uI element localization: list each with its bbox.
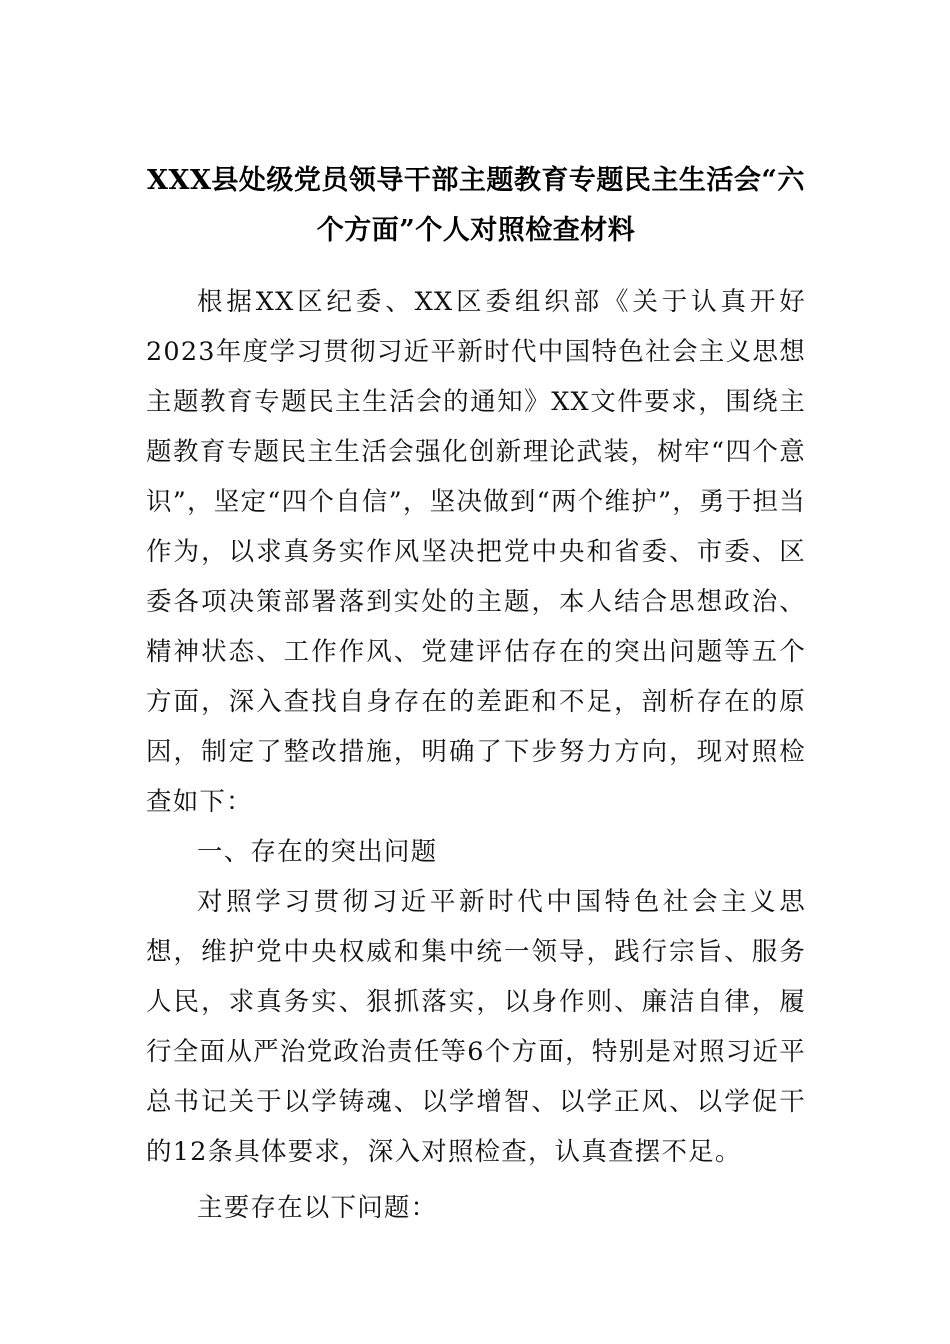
comparison-paragraph: 对照学习贯彻习近平新时代中国特色社会主义思想，维护党中央权威和集中统一领导，践行宗旨、服务人民，求真务实、狠抓落实，以身作则、廉洁自律，履行全面从严治党政治责任等6个方面，特别是对照习近平总书记关于以学铸魂、以学增智、以学正风、以学促干的12条具体要求，深入对照检查，认真查摆不足。 — [146, 887, 806, 1167]
document-title: XXX县处级党员领导干部主题教育专题民主生活会“六个方面”个人对照检查材料 — [147, 165, 805, 246]
section-heading-prominent-issues: 一、存在的突出问题 — [197, 837, 438, 867]
main-issues-lead-paragraph: 主要存在以下问题： — [197, 1193, 438, 1223]
intro-paragraph: 根据XX区纪委、XX区委组织部《关于认真开好2023年度学习贯彻习近平新时代中国特色社会主义思想主题教育专题民主生活会的通知》XX文件要求，围绕主题教育专题民主生活会强化创新理论武装，树牢“四个意识”，坚定“四个自信”，坚决做到“两个维护”，勇于担当作为，以求真务实作风坚决把党中央和省委、市委、区委各项决策部署落到实处的主题，本人结合思想政治、精神状态、工作作风、党建评估存在的突出问题等五个方面，深入查找自身存在的差距和不足，剖析存在的原因，制定了整改措施，明确了下步努力方向，现对照检查如下： — [146, 287, 806, 817]
document-content — [146, 156, 806, 1233]
